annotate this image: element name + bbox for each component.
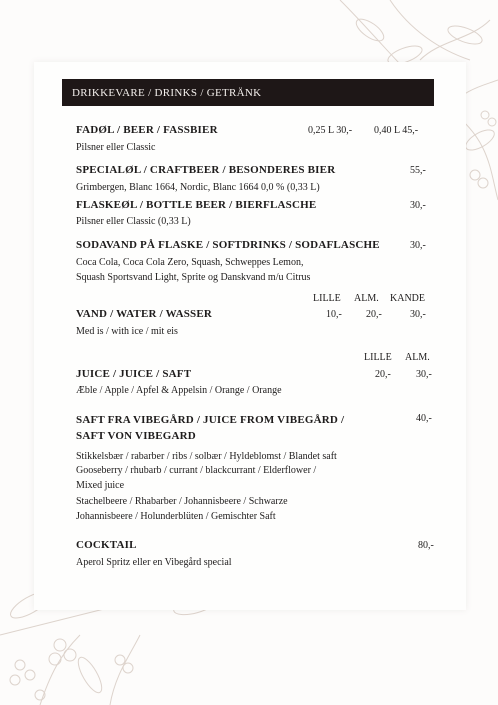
saft-heading-line: SAFT VON VIBEGARD (76, 430, 196, 442)
menu-header-bar (62, 79, 434, 106)
saft-description-line: Stachelbeere / Rhabarber / Johannisbeere / Schwarze (76, 496, 288, 507)
fadol-price-small: 0,25 L 30,- (308, 125, 353, 136)
sodavand-description-line: Squash Sportsvand Light, Sprite og Danskvand m/u Citrus (76, 272, 311, 283)
saft-description-line: Mixed juice (76, 480, 125, 491)
flaske-price: 30,- (410, 200, 426, 211)
special-price: 55,- (410, 165, 426, 176)
juice-price-alm: 30,- (416, 369, 432, 380)
saft-description-line: Johannisbeere / Holunderblüten / Gemischter Saft (76, 511, 276, 522)
flaske-heading: FLASKEØL / BOTTLE BEER / BIERFLASCHE (76, 199, 317, 211)
saft-description-line: Stikkelsbær / rabarber / ribs / solbær / Hyldeblomst / Blandet saft (76, 451, 337, 462)
sodavand-heading: SODAVAND PÅ FLASKE / SOFTDRINKS / SODAFLASCHE (76, 239, 380, 251)
fadol-price-large: 0,40 L 45,- (374, 125, 419, 136)
flaske-description: Pilsner eller Classic (0,33 L) (76, 216, 191, 227)
cocktail-heading: COCKTAIL (76, 539, 137, 551)
vand-description: Med is / with ice / mit eis (76, 326, 178, 337)
cocktail-description: Aperol Spritz eller en Vibegård special (76, 557, 232, 568)
vand-price-lille: 10,- (326, 309, 342, 320)
special-heading: SPECIALØL / CRAFTBEER / BESONDERES BIER (76, 164, 336, 176)
saft-price: 40,- (416, 413, 432, 424)
cocktail-price: 80,- (418, 540, 434, 551)
vand-column-alm: ALM. (354, 293, 379, 304)
saft-heading-line: SAFT FRA VIBEGÅRD / JUICE FROM VIBEGÅRD / (76, 414, 345, 426)
vand-column-lille: LILLE (313, 293, 341, 304)
sodavand-description-line: Coca Cola, Coca Cola Zero, Squash, Schweppes Lemon, (76, 257, 304, 268)
juice-column-lille: LILLE (364, 352, 392, 363)
juice-description: Æble / Apple / Apfel & Appelsin / Orange / Orange (76, 385, 282, 396)
juice-column-alm: ALM. (405, 352, 430, 363)
fadol-description: Pilsner eller Classic (76, 142, 156, 153)
fadol-heading: FADØL / BEER / FASSBIER (76, 124, 218, 136)
saft-description-line: Gooseberry / rhubarb / currant / blackcurrant / Elderflower / (76, 465, 317, 476)
juice-heading: JUICE / JUICE / SAFT (76, 368, 192, 380)
vand-price-alm: 20,- (366, 309, 382, 320)
menu-title: DRIKKEVARE / DRINKS / GETRÄNK (72, 86, 262, 99)
vand-heading: VAND / WATER / WASSER (76, 308, 213, 320)
vand-price-kande: 30,- (410, 309, 426, 320)
sodavand-price: 30,- (410, 240, 426, 251)
vand-column-kande: KANDE (390, 293, 425, 304)
special-description: Grimbergen, Blanc 1664, Nordic, Blanc 1664 0,0 % (0,33 L) (76, 182, 320, 193)
juice-price-lille: 20,- (375, 369, 391, 380)
